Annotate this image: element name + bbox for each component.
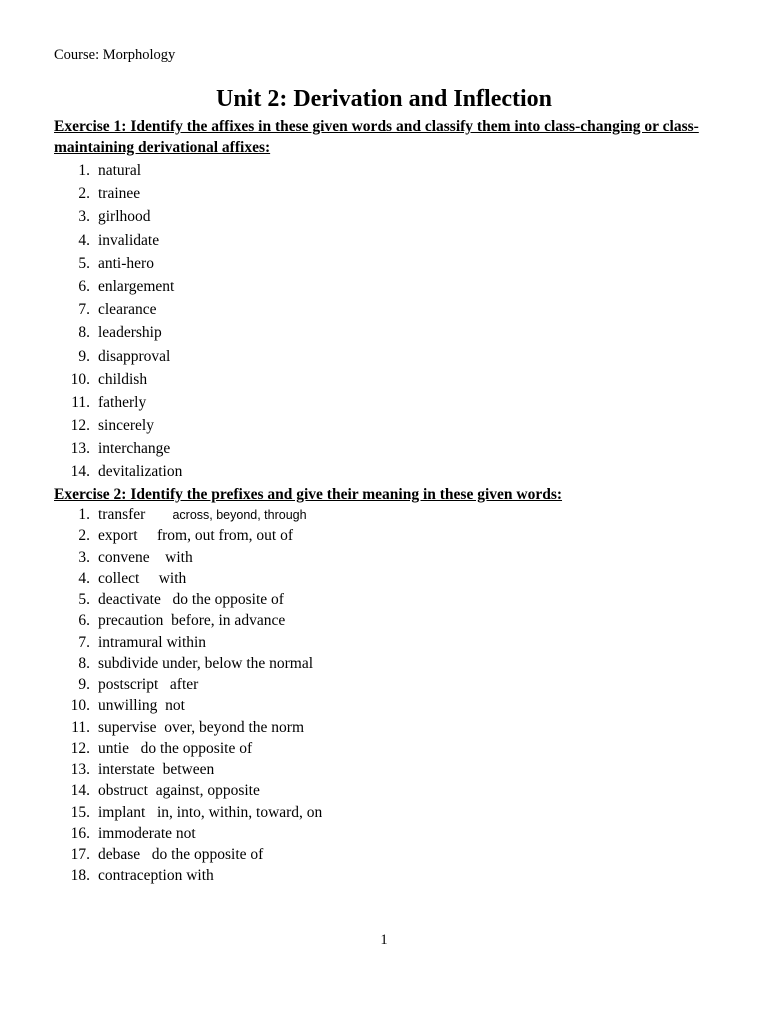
item-meaning: do the opposite of	[140, 739, 253, 757]
item-word: untie	[98, 739, 129, 757]
item-meaning: under, below the normal	[162, 654, 314, 672]
item-number: 4.	[78, 231, 90, 249]
item-number: 14.	[70, 782, 90, 800]
item-word: enlargement	[98, 277, 175, 295]
item-word: implant	[98, 803, 146, 821]
item-number: 12.	[70, 417, 90, 435]
item-number: 8.	[78, 324, 90, 342]
item-number: 14.	[70, 463, 90, 481]
item-word: anti-hero	[98, 254, 154, 272]
item-word: devitalization	[98, 463, 183, 481]
item-word: debase	[98, 846, 141, 863]
item-word: subdivide	[98, 654, 159, 672]
item-number: 3.	[78, 208, 90, 226]
item-word: fatherly	[98, 393, 147, 411]
item-word: leadership	[98, 324, 162, 342]
page-number: 1	[380, 932, 388, 948]
item-number: 16.	[70, 824, 90, 842]
item-meaning: in, into, within, toward, on	[156, 803, 323, 821]
item-word: girlhood	[98, 208, 151, 226]
item-meaning: with	[158, 569, 187, 587]
course-label: Course: Morphology	[54, 47, 176, 63]
item-number: 1.	[78, 162, 90, 179]
item-meaning: between	[162, 761, 215, 778]
exercise-1-heading: Exercise 1: Identify the affixes in these given words and classify them into class-changing or class-maintaining derivational affixes:	[54, 118, 699, 156]
item-word: childish	[98, 370, 148, 388]
item-meaning: from, out from, out of	[156, 527, 294, 545]
item-word: intramural	[98, 633, 163, 651]
item-word: immoderate	[98, 824, 173, 842]
item-meaning: against, opposite	[155, 782, 260, 800]
item-number: 10.	[70, 370, 90, 388]
item-meaning: do the opposite of	[151, 846, 264, 863]
item-word: supervise	[98, 718, 157, 736]
page-title: Unit 2: Derivation and Inflection	[216, 86, 552, 112]
item-meaning: after	[169, 676, 199, 693]
item-number: 4.	[78, 569, 90, 587]
item-word: obstruct	[98, 782, 148, 800]
item-number: 18.	[70, 867, 90, 885]
item-word: interchange	[98, 440, 171, 458]
item-number: 17.	[70, 846, 90, 863]
item-word: natural	[98, 162, 142, 179]
item-word: disapproval	[98, 347, 171, 365]
item-meaning: with	[165, 548, 193, 566]
item-number: 15.	[70, 803, 90, 821]
item-number: 6.	[78, 612, 90, 630]
item-word: transfer	[98, 506, 146, 523]
item-meaning: not	[165, 697, 185, 715]
item-meaning: before, in advance	[171, 612, 286, 630]
item-number: 5.	[78, 591, 90, 608]
item-word: postscript	[98, 676, 159, 693]
item-number: 5.	[78, 254, 90, 272]
item-word: sincerely	[98, 417, 154, 435]
item-number: 12.	[70, 739, 90, 757]
item-word: convene	[98, 548, 150, 566]
item-number: 9.	[78, 676, 90, 693]
item-number: 2.	[78, 185, 90, 203]
item-meaning: do the opposite of	[172, 591, 284, 608]
item-meaning: not	[175, 824, 196, 842]
item-number: 13.	[70, 440, 90, 458]
item-word: trainee	[98, 185, 141, 203]
item-number: 11.	[71, 393, 90, 411]
item-word: collect	[98, 569, 140, 587]
item-number: 10.	[70, 697, 90, 715]
item-number: 11.	[71, 718, 90, 736]
item-meaning: over, beyond the norm	[164, 718, 305, 736]
item-meaning: with	[186, 867, 214, 885]
item-number: 9.	[78, 347, 90, 365]
item-word: unwilling	[98, 697, 158, 715]
item-word: deactivate	[98, 591, 161, 608]
item-number: 2.	[78, 527, 90, 545]
item-number: 1.	[78, 506, 90, 523]
item-number: 13.	[70, 761, 90, 778]
item-meaning: across, beyond, through	[172, 508, 307, 522]
item-number: 6.	[78, 277, 90, 295]
item-word: export	[98, 527, 138, 545]
item-number: 7.	[78, 301, 90, 319]
item-word: precaution	[98, 612, 164, 630]
item-number: 7.	[78, 633, 90, 651]
item-number: 3.	[78, 548, 90, 566]
exercise-2-heading: Exercise 2: Identify the prefixes and give their meaning in these given words:	[54, 486, 563, 503]
item-word: interstate	[98, 761, 155, 778]
item-meaning: within	[166, 633, 207, 651]
item-word: invalidate	[98, 231, 160, 249]
item-number: 8.	[78, 654, 90, 672]
item-word: contraception	[98, 867, 183, 885]
item-word: clearance	[98, 301, 157, 319]
